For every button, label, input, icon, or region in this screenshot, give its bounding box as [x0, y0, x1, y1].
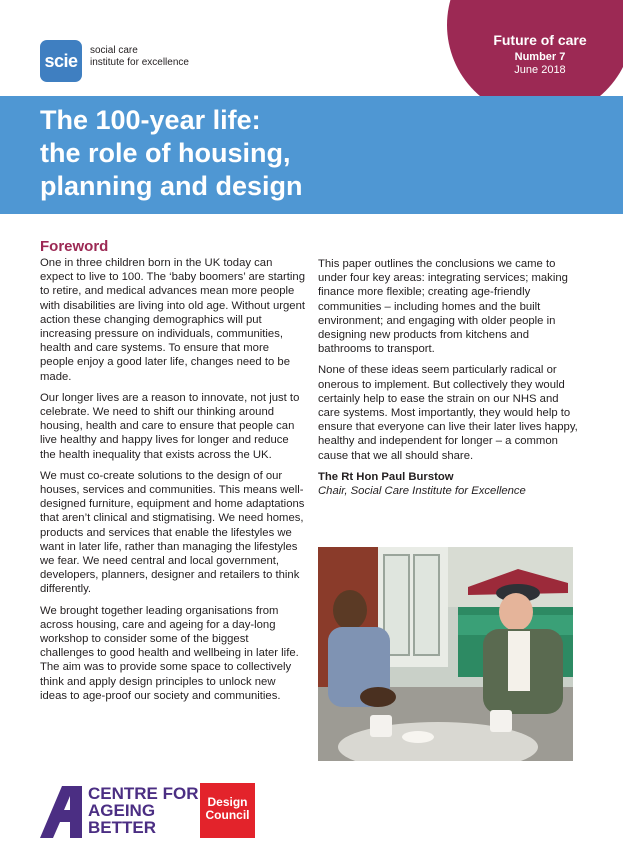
title-line-1: The 100-year life:: [40, 105, 261, 135]
series-date: June 2018: [514, 64, 566, 76]
dc-line1: Design: [207, 795, 248, 809]
foreword-left-column: [40, 238, 305, 710]
paragraph: We brought together leading organisations from across housing, care and ageing for a day-long workshop to consider some of the biggest challenges to good health and wellbeing in later life. The aim was to provide some space to collectively think and apply design principles to unlock new ideas to age-proof our society and communities.: [40, 604, 299, 702]
signatory-name: The Rt Hon Paul Burstow: [318, 470, 454, 483]
series-number: Number 7: [514, 51, 566, 63]
page-title: [40, 104, 480, 203]
org-name-line2: institute for excellence: [90, 57, 189, 68]
cab-wordmark: [88, 785, 199, 836]
title-line-3: planning and design: [40, 171, 303, 201]
org-name-line1: social care: [90, 45, 138, 56]
cab-line3: BETTER: [88, 818, 156, 837]
signatory-role: Chair, Social Care Institute for Excellence: [318, 485, 526, 498]
design-council-logo: [200, 783, 255, 838]
scie-logo: scie: [40, 40, 82, 82]
cafe-photo: [318, 547, 573, 761]
paragraph: None of these ideas seem particularly radical or onerous to implement. But collectively they would certainly help to ease the strain on our NHS and care systems. Most importantly, they would help to ensure that everyone can live their later lives happy, healthy and independent for longer – a common cause that we all should share.: [318, 364, 578, 462]
series-title: Future of care: [493, 32, 587, 48]
paragraph: One in three children born in the UK today can expect to live to 100. The ‘baby boomers’ are starting to retire, and medical advances mean more people with disabilities are living into old age. Without urgent action these changing demographics will put increasing pressure on individuals, communities, health and care systems. To ensure that more people enjoy a good later life, changes need to be made.: [40, 257, 305, 383]
paragraph: Our longer lives are a reason to innovate, not just to celebrate. We need to shift our thinking around housing, health and care to ensure that people can live healthy and happy lives for longer and reduce the health inequality that exists across the UK.: [40, 391, 300, 461]
cab-line2: AGEING: [88, 801, 156, 820]
dc-line2: Council: [205, 808, 250, 822]
foreword-heading: Foreword: [40, 238, 109, 255]
paragraph: We must co-create solutions to the design of our houses, services and communities. This means well-designed furniture, equipment and home adaptations that aren’t clinical and stigmatising. We need homes, products and services that enable the lifestyles we want in later life, rather than managing the lifestyles we fear. We need central and local government, developers, planners, designer and retailers to think differently.: [40, 469, 305, 596]
paragraph: This paper outlines the conclusions we came to under four key areas: integrating services; making finance more flexible; creating age-friendly communities – including homes and the built environment; and engaging with older people in designing new products from kitchens and bathrooms to transport.: [318, 258, 568, 356]
title-line-2: the role of housing,: [40, 138, 291, 168]
org-name: [90, 45, 189, 69]
cafe-photo-illustration: [318, 547, 573, 761]
foreword-right-column: [318, 257, 580, 498]
cab-line1: CENTRE FOR: [88, 784, 199, 803]
